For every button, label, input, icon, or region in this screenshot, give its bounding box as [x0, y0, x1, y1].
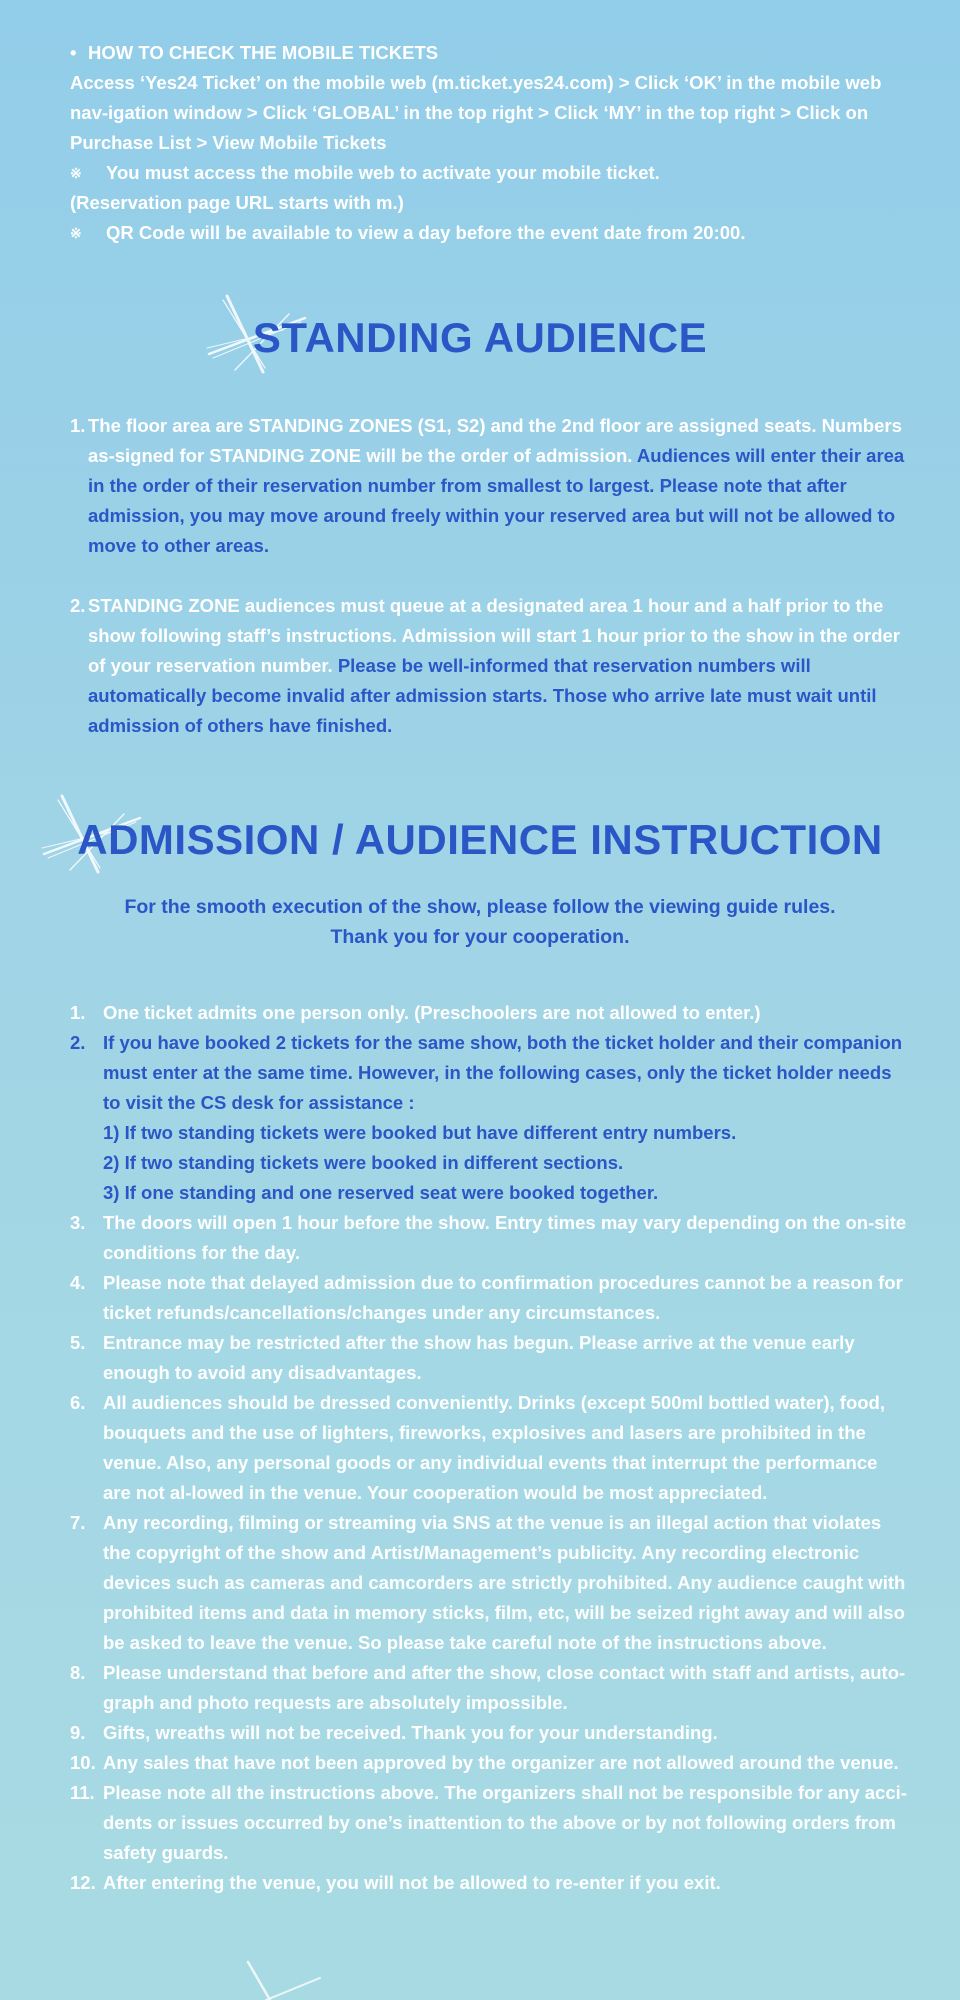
- list-item: [70, 1508, 910, 1658]
- list-item: [70, 1658, 910, 1718]
- item-number: 7.: [70, 1512, 86, 1533]
- list-item: [70, 1778, 910, 1868]
- item-number: 4.: [70, 1272, 86, 1293]
- item-number: 2.: [70, 595, 86, 616]
- note-2-text: QR Code will be available to view a day before the event date from 20:00.: [106, 222, 746, 243]
- item-number: 10.: [70, 1752, 96, 1773]
- mobile-ticket-note-1-sub: (Reservation page URL starts with m.): [70, 192, 404, 213]
- item-text: The floor area are STANDING ZONES (S1, S2) and the 2nd floor are assigned seats. Numbers as-signed for STANDING ZONE will be the order of admission.: [88, 415, 902, 466]
- item-number: 1.: [70, 1002, 86, 1023]
- item-text: Please understand that before and after the show, close contact with staff and artists, auto-graph and photo requests are absolutely impossible.: [103, 1662, 906, 1713]
- sub-item-text: 1) If two standing tickets were booked but have different entry numbers.: [103, 1122, 737, 1143]
- mobile-ticket-heading: [70, 38, 910, 68]
- item-highlight-text: Audiences will enter their area in the order of their reservation number from smallest to largest. Please note that after admission, you may move around freely within your reserved area but will not be allowed to move to other areas.: [88, 445, 905, 556]
- item-text: The doors will open 1 hour before the show. Entry times may vary depending on the on-site conditions for the day.: [103, 1212, 907, 1263]
- bullet-icon: •: [70, 42, 77, 63]
- admission-subtitle-line-2: Thank you for your cooperation.: [330, 926, 630, 948]
- list-item: [70, 1208, 910, 1268]
- list-item: [70, 1868, 910, 1898]
- item-text: STANDING ZONE audiences must queue at a designated area 1 hour and a half prior to the show following staff’s instructions. Admission will start 1 hour prior to the show in the order of your reservation number.: [88, 595, 900, 676]
- item-text: After entering the venue, you will not be allowed to re-enter if you exit.: [103, 1872, 721, 1893]
- list-item: [70, 1268, 910, 1328]
- item-number: 11.: [70, 1782, 95, 1803]
- item-text: All audiences should be dressed conveniently. Drinks (except 500ml bottled water), food, bouquets and the use of lighters, fireworks, explosives and lasers are prohibited in the venue. Also, any personal goods or any individual events that interrupt the performance are not al-lowed in the venue. Your cooperation would be most appreciated.: [103, 1392, 885, 1503]
- reference-mark-icon: ※: [70, 165, 82, 181]
- reference-mark-icon: ※: [70, 225, 82, 241]
- list-item: [70, 1718, 910, 1748]
- mobile-ticket-note-2: [70, 218, 910, 248]
- list-item: [70, 1748, 910, 1778]
- list-item: [70, 591, 910, 741]
- list-item: [70, 1388, 910, 1508]
- item-number: 5.: [70, 1332, 86, 1353]
- item-text: One ticket admits one person only. (Preschoolers are not allowed to enter.): [103, 1002, 761, 1023]
- list-item: [70, 1028, 910, 1208]
- item-text: Entrance may be restricted after the show has begun. Please arrive at the venue early enough to avoid any disadvantages.: [103, 1332, 855, 1383]
- admission-instruction-list: [70, 998, 910, 1898]
- item-number: 1.: [70, 415, 86, 436]
- sub-item-text: 2) If two standing tickets were booked in different sections.: [103, 1152, 624, 1173]
- item-text: Any sales that have not been approved by the organizer are not allowed around the venue.: [103, 1752, 899, 1773]
- item-number: 6.: [70, 1392, 86, 1413]
- admission-instruction-title: ADMISSION / AUDIENCE INSTRUCTION: [77, 816, 883, 863]
- sub-item-text: 3) If one standing and one reserved seat were booked together.: [103, 1182, 659, 1203]
- item-number: 2.: [70, 1032, 86, 1053]
- item-text: Gifts, wreaths will not be received. Thank you for your understanding.: [103, 1722, 718, 1743]
- list-item: [70, 998, 910, 1028]
- item-text: If you have booked 2 tickets for the same show, both the ticket holder and their companion must enter at the same time. However, in the following cases, only the ticket holder needs to visit the CS desk for assistance :: [103, 1032, 903, 1113]
- item-number: 3.: [70, 1212, 86, 1233]
- standing-audience-list: [70, 411, 910, 741]
- item-text: Any recording, filming or streaming via SNS at the venue is an illegal action that violates the copyright of the show and Artist/Management’s publicity. Any recording electronic devices such as cameras and camcorders are strictly prohibited. Any audience caught with prohibited items and data in memory sticks, film, etc, will be seized right away and will also be asked to leave the venue. So please take careful note of the instructions above.: [103, 1512, 906, 1653]
- item-highlight-text: Please be well-informed that reservation numbers will automatically become invalid after admission starts. Those who arrive late must wait until admission of others have finished.: [88, 655, 877, 736]
- standing-audience-title: STANDING AUDIENCE: [252, 314, 708, 361]
- admission-subtitle-line-1: For the smooth execution of the show, please follow the viewing guide rules.: [124, 896, 836, 918]
- mobile-ticket-instructions: Access ‘Yes24 Ticket’ on the mobile web (m.ticket.yes24.com) > Click ‘OK’ in the mobile web nav-igation window > Click ‘GLOBAL’ in the top right > Click ‘MY’ in the top right > Click on Purchase List > View Mobile Tickets: [70, 72, 882, 153]
- list-item: [70, 1328, 910, 1388]
- list-item: [70, 411, 910, 561]
- sparkle-icon: [240, 1960, 330, 2000]
- note-1-text: You must access the mobile web to activate your mobile ticket.: [106, 162, 660, 183]
- item-text: Please note that delayed admission due to confirmation procedures cannot be a reason for ticket refunds/cancellations/changes under any circumstances.: [103, 1272, 903, 1323]
- item-number: 8.: [70, 1662, 86, 1683]
- mobile-ticket-section: [70, 38, 910, 248]
- item-number: 9.: [70, 1722, 86, 1743]
- mobile-ticket-note-1: [70, 158, 910, 188]
- item-number: 12.: [70, 1872, 96, 1893]
- mobile-ticket-heading-text: HOW TO CHECK THE MOBILE TICKETS: [88, 42, 439, 63]
- item-text: Please note all the instructions above. The organizers shall not be responsible for any acci-dents or issues occurred by one’s inattention to the above or by not following orders from safety guards.: [103, 1782, 907, 1863]
